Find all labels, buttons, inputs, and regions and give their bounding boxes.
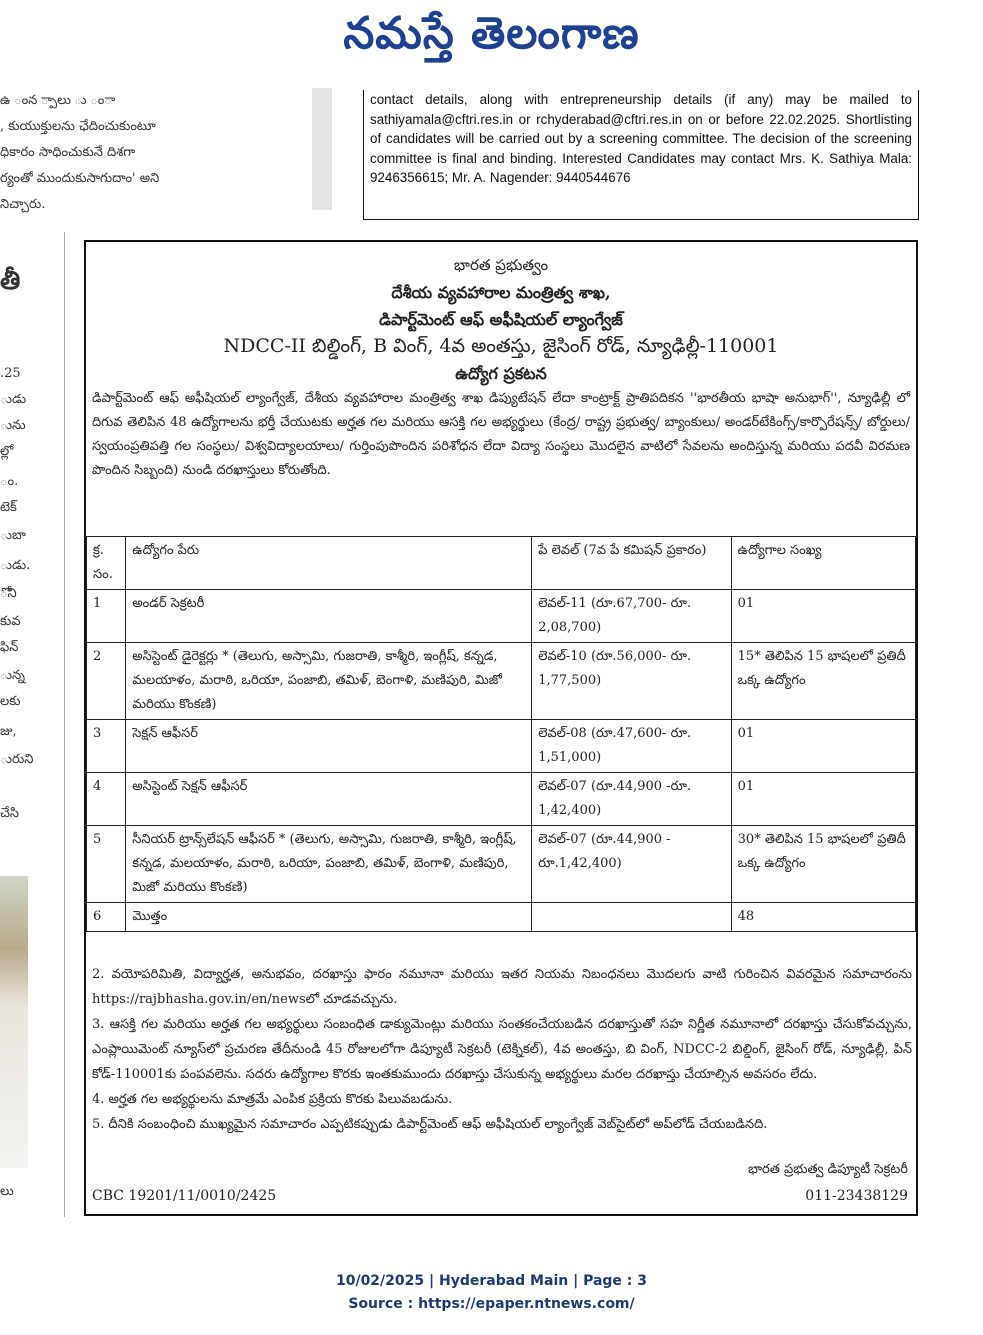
left-article-line: నిచ్చారు. (0, 197, 46, 212)
table-cell: లెవల్-07 (రూ.44,900 - రూ.1,42,400) (532, 826, 731, 903)
table-cell: 15* తెలిపిన 15 భాషలలో ప్రతిదీ ఒక్క ఉద్యోగం (731, 643, 915, 720)
notice-intro: డిపార్ట్‌మెంట్ ఆఫ్ అఫీషియల్ ల్యాంగ్వేజ్, దేశీయ వ్యవహారాల మంత్రిత్వ శాఖ డిప్యుటేషన్ లేదా కాంట్రాక్ట్ ప్రాతిపదికన ''భారతీయ భాషా అనుభాగ్'', న్యూఢిల్లీ లో దిగువ తెలిపిన 48 ఉద్యోగాలను భర్తీ చేయుటకు అర్హత గల మరియు ఆసక్తి గల అభ్యర్థులు (కేంద్ర/ రాష్ట్ర ప్రభుత్వ/ బ్యాంకులు/ అండర్‌టేకింగ్స్/కార్పొరేషన్స్/ బోర్డులు/ స్వయంప్రతిపత్తి గల సంస్థలు/ విశ్వవిద్యాలయాలు/ గుర్తింపుపొందిన పరిశోధన లేదా విద్యా సంస్థలు మొదలైన వాటిలో సేవలను అందిస్తున్న మరియు పదవీ విరమణ పొందిన సిబ్బంది) నుండి దరఖాస్తులు కోరుతోంది. (92, 391, 910, 478)
table-row (87, 720, 916, 773)
note-item: 4. అర్హత గల అభ్యర్థులను మాత్రమే ఎంపిక ప్రక్రియ కొరకు పిలువబడును. (92, 1092, 453, 1107)
left-article (0, 88, 255, 218)
table-cell: అసిస్టెంట్ డైరెక్టర్లు * (తెలుగు, అస్సామి, గుజరాతి, కాశ్మీరి, ఇంగ్లీష్, కన్నడ, మలయాళం, మరాఠి, ఒరియా, పంజాబి, తమిళ్, బెంగాళి, మణిపురి, మిజో మరియు కొంకణి) (126, 643, 532, 720)
table-cell: 30* తెలిపిన 15 భాషలలో ప్రతిదీ ఒక్క ఉద్యోగం (731, 826, 915, 903)
left-snippet: ుడు (0, 392, 27, 407)
table-cell: 01 (731, 590, 915, 643)
table-header: పే లెవల్ (7వ పే కమిషన్ ప్రకారం) (532, 537, 731, 590)
table-cell: 1 (87, 590, 126, 643)
footer-date-line: 10/02/2025 | Hyderabad Main | Page : 3 (335, 1273, 648, 1289)
left-article-line: , కుయుక్తులను ఛేదించుకుంటూ (0, 119, 156, 134)
left-snippet: ోని (0, 586, 17, 601)
posts-table (86, 536, 916, 932)
note-item: 5. దీనికి సంబంధించి ముఖ్యమైన సమాచారం ఎప్పటికప్పుడు డిపార్ట్‌మెంట్ ఆఫ్ అఫీషియల్ ల్యాంగ్వేజ్ వెబ్‌సైట్‌లో అప్‌లోడ్ చేయబడినది. (92, 1117, 768, 1132)
left-snippet: లకు (0, 694, 21, 709)
column-rule (64, 232, 65, 1217)
table-cell: లెవల్-11 (రూ.67,700- రూ. 2,08,700) (532, 590, 731, 643)
table-cell: అసిస్టెంట్ సెక్షన్ ఆఫీసర్ (126, 773, 532, 826)
footer-source-link[interactable]: Source : https://epaper.ntnews.com/ (348, 1296, 635, 1312)
table-cell: 2 (87, 643, 126, 720)
table-cell: 5 (87, 826, 126, 903)
table-header: ఉద్యోగం పేరు (126, 537, 532, 590)
table-row (87, 826, 916, 903)
left-snippet: ురుని (0, 752, 34, 767)
table-cell: 3 (87, 720, 126, 773)
top-notice-text: contact details, along with entrepreneurship details (if any) may be mailed to sathiyamala@cftri.res.in or rchyderabad@cftri.res.in on or before 22.02.2025. Shortlisting of candidates will be carried out by a screening committee. The decision of the screening committee is final and binding. Interested Candidates may contact Mrs. K. Sathiya Mala: 9246356615; Mr. A. Nagender: 9440544676 (370, 92, 912, 185)
notice-cbc-code: CBC 19201/11/0010/2425 (92, 1188, 277, 1204)
notice-address: NDCC-II బిల్డింగ్, B వింగ్, 4వ అంతస్తు, జైసింగ్ రోడ్, న్యూఢిల్లీ-110001 (223, 335, 779, 357)
left-snippet: ును (0, 418, 26, 433)
table-cell: మొత్తం (126, 903, 532, 932)
masthead-title: నమస్తే తెలంగాణ (343, 8, 640, 59)
table-cell: 01 (731, 720, 915, 773)
note-item: 3. ఆసక్తి గల మరియు అర్హత గల అభ్యర్థులు సంబంధిత డాక్యుమెంట్లు మరియు సంతకంచేయబడిన దరఖాస్తుతో సహ నిర్ణీత నమూనాలో దరఖాస్తు చేసుకోవచ్చును, ఎంప్లాయిమెంట్ న్యూస్‌లో ప్రచురణ తేదీనుండి 45 రోజులలోగా డిప్యూటీ సెక్రటరీ (టెక్నికల్), 4వ అంతస్తు, బి వింగ్, NDCC-2 బిల్డింగ్, జైసింగ్ రోడ్, న్యూఢిల్లీ, పిన్ కోడ్-110001కు పంపవలెను. సదరు ఉద్యోగాల కొరకు ఇంతకుముందు దరఖాస్తు చేసుకున్న అభ్యర్థులు మరల దరఖాస్తు చేయాల్సిన అవసరం లేదు. (92, 1017, 912, 1082)
table-cell: లెవల్-08 (రూ.47,600- రూ. 1,51,000) (532, 720, 731, 773)
left-snippet: ుబా (0, 528, 26, 543)
left-snippet: .25 (0, 366, 21, 381)
left-article-line: ఉ ంన ్పాలు ు ంా (0, 93, 116, 108)
left-snippet: టెక్ (0, 500, 17, 515)
left-snippet: ుడు. (0, 558, 31, 573)
left-snippet: ున్న (0, 668, 25, 683)
masthead (0, 0, 983, 80)
notice-ministry: దేశీయ వ్యవహారాల మంత్రిత్వ శాఖ, (391, 283, 611, 302)
left-snippet: ం. (0, 474, 19, 489)
left-snippet: తీ (0, 266, 21, 296)
table-cell (532, 903, 731, 932)
notice-heading: ఉద్యోగ ప్రకటన (455, 364, 547, 383)
column-divider-shade (312, 88, 332, 210)
note-item: 2. వయోపరిమితి, విద్యార్హత, అనుభవం, దరఖాస్తు ఫారం నమూనా మరియు ఇతర నియమ నిబంధనలు మొదలగు వాటి గురించిన వివరమైన సమాచారంను https://rajbhasha.gov.in/en/newsలో చూడవచ్చును. (92, 967, 912, 1007)
left-article-line: ర్యంతో ముందుకుసాగుదాం' అని (0, 171, 160, 186)
left-snippet: కువ (0, 614, 21, 629)
table-cell: 6 (87, 903, 126, 932)
table-header-row (87, 537, 916, 590)
table-row (87, 590, 916, 643)
left-snippet: చేసి (0, 806, 20, 821)
table-cell: 01 (731, 773, 915, 826)
notice-department: డిపార్ట్‌మెంట్ ఆఫ్ అఫీషియల్ ల్యాంగ్వేజ్ (379, 310, 623, 329)
job-notice (84, 240, 918, 1216)
notice-notes (92, 962, 912, 1137)
table-cell: అండర్ సెక్రటరీ (126, 590, 532, 643)
left-snippet: జు, (0, 724, 17, 739)
table-cell: 48 (731, 903, 915, 932)
article-photo (0, 876, 28, 1168)
table-cell: సెక్షన్ ఆఫీసర్ (126, 720, 532, 773)
table-cell: లెవల్-10 (రూ.56,000- రూ. 1,77,500) (532, 643, 731, 720)
left-snippet: ల్లో (0, 444, 14, 459)
notice-signatory: భారత ప్రభుత్వ డిప్యూటీ సెక్రటరీ (748, 1162, 908, 1177)
table-cell: లెవల్-07 (రూ.44,900 -రూ. 1,42,400) (532, 773, 731, 826)
notice-gov: భారత ప్రభుత్వం (453, 256, 549, 274)
notice-phone: 011-23438129 (805, 1188, 908, 1204)
table-cell: సీనియర్ ట్రాన్స్‌లేషన్ ఆఫీసర్ * (తెలుగు, అస్సామి, గుజరాతి, కాశ్మీరి, ఇంగ్లీష్, కన్నడ, మలయాళం, మరాఠి, ఒరియా, పంజాబి, తమిళ్, బెంగాళి, మణిపురి, మిజో మరియు కొంకణి) (126, 826, 532, 903)
table-cell: 4 (87, 773, 126, 826)
left-snippet: లు (0, 1184, 14, 1199)
left-article-line: ధికారం సాధించుకునే దిశగా (0, 145, 136, 160)
table-row (87, 643, 916, 720)
table-total-row (87, 903, 916, 932)
table-row (87, 773, 916, 826)
table-header: ఉద్యోగాల సంఖ్య (731, 537, 915, 590)
top-notice-box (363, 90, 919, 220)
table-header: క్ర. సం. (87, 537, 126, 590)
left-snippet: ఫిన్ (0, 640, 19, 655)
